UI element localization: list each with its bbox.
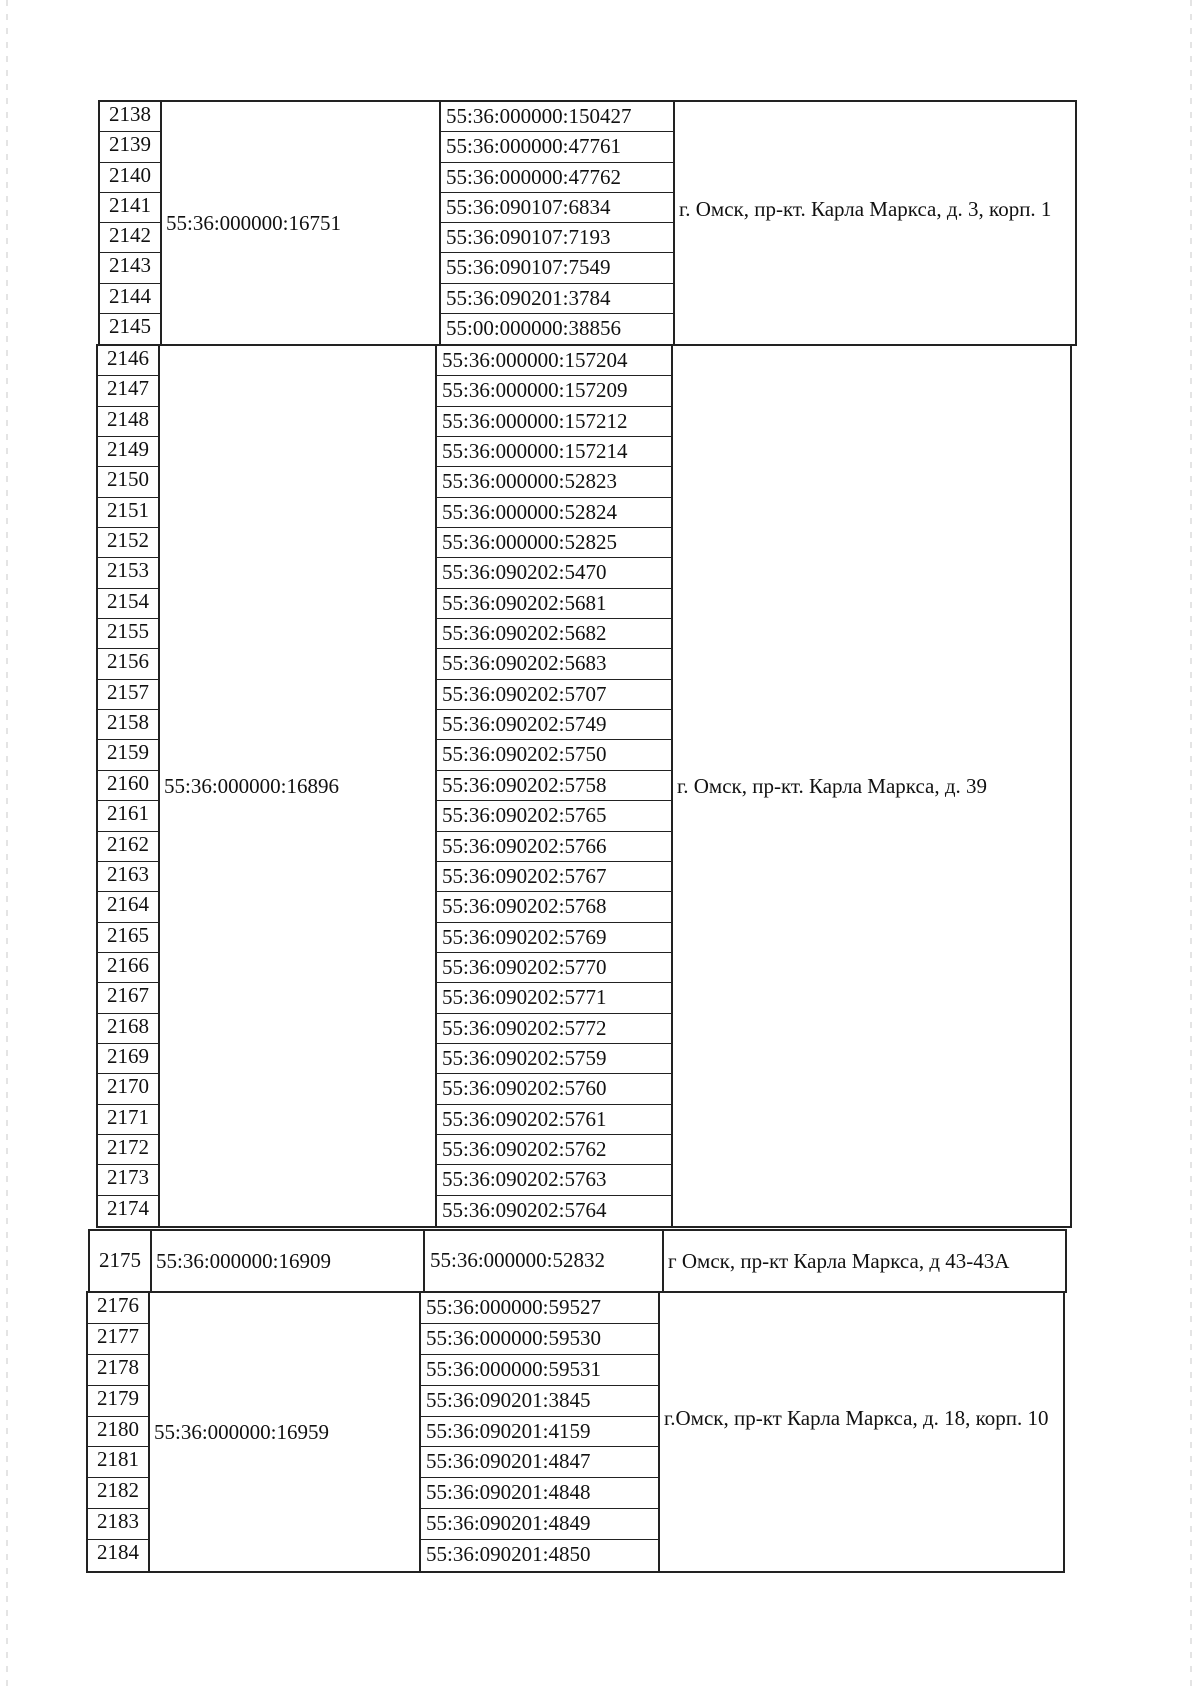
main-cadastral-number: 55:36:000000:16909 (156, 1249, 332, 1273)
related-cadastral-number: 55:36:000000:52832 (430, 1248, 606, 1272)
column-divider (158, 346, 160, 1226)
row-number: 2139 (100, 132, 160, 162)
table-group (86, 1291, 1065, 1573)
row-number: 2148 (98, 407, 158, 437)
related-cadastral-number: 55:36:000000:157204 (437, 346, 671, 376)
related-cadastral-number: 55:36:000000:47762 (441, 163, 673, 193)
column-divider (673, 102, 675, 344)
related-cadastral-number: 55:36:000000:150427 (441, 102, 673, 132)
related-cadastral-number: 55:36:090202:5762 (437, 1135, 671, 1165)
related-cadastral-number: 55:36:090107:7549 (441, 253, 673, 283)
related-cadastral-number: 55:36:000000:157214 (437, 437, 671, 467)
main-cadastral-number: 55:36:000000:16751 (166, 211, 342, 235)
related-cadastral-number: 55:36:090202:5764 (442, 1197, 607, 1222)
row-number: 2175 (99, 1248, 141, 1272)
row-number: 2168 (98, 1014, 158, 1044)
related-cadastral-number: 55:36:090201:4159 (421, 1417, 658, 1448)
row-number: 2158 (98, 710, 158, 740)
row-number: 2149 (98, 437, 158, 467)
related-cadastral-number: 55:36:090202:5771 (437, 983, 671, 1013)
row-number: 2166 (98, 953, 158, 983)
related-cadastral-number: 55:36:000000:59531 (421, 1355, 658, 1386)
row-number: 2143 (100, 253, 160, 283)
object-address: г Омск, пр-кт Карла Маркса, д 43-43А (668, 1249, 1010, 1273)
related-cadastral-number: 55:36:090202:5749 (437, 710, 671, 740)
row-number: 2167 (98, 983, 158, 1013)
related-cadastral-number: 55:36:090107:6834 (441, 193, 673, 223)
related-cadastral-number: 55:36:090202:5768 (437, 892, 671, 922)
related-cadastral-number: 55:36:000000:52825 (437, 528, 671, 558)
row-number: 2177 (88, 1324, 148, 1355)
related-cadastral-number: 55:00:000000:38856 (446, 315, 622, 340)
related-cadastral-number: 55:36:000000:47761 (441, 132, 673, 162)
row-number: 2171 (98, 1105, 158, 1135)
row-number: 2170 (98, 1074, 158, 1104)
row-number: 2138 (100, 102, 160, 132)
row-number: 2161 (98, 801, 158, 831)
related-cadastral-number: 55:36:090202:5769 (437, 923, 671, 953)
related-cadastral-number: 55:36:090202:5681 (437, 589, 671, 619)
column-divider (658, 1293, 660, 1571)
related-cadastral-number: 55:36:090202:5683 (437, 649, 671, 679)
row-number: 2156 (98, 649, 158, 679)
row-number: 2144 (100, 284, 160, 314)
table-group (88, 1229, 1067, 1293)
row-number: 2160 (98, 771, 158, 801)
related-cadastral-number: 55:36:090202:5759 (437, 1044, 671, 1074)
table-group (98, 100, 1077, 346)
row-number: 2145 (109, 313, 151, 338)
related-cadastral-number: 55:36:090107:7193 (441, 223, 673, 253)
row-number: 2150 (98, 467, 158, 497)
row-number: 2146 (98, 346, 158, 376)
object-address: г. Омск, пр-кт. Карла Маркса, д. 39 (677, 774, 988, 798)
related-cadastral-number: 55:36:090201:4850 (426, 1542, 591, 1567)
column-divider (160, 102, 162, 344)
table-group (96, 344, 1072, 1228)
related-cadastral-number: 55:36:090202:5763 (437, 1165, 671, 1195)
row-number: 2172 (98, 1135, 158, 1165)
row-number: 2162 (98, 832, 158, 862)
row-number: 2159 (98, 740, 158, 770)
row-number: 2178 (88, 1355, 148, 1386)
row-number: 2151 (98, 498, 158, 528)
related-cadastral-number: 55:36:090202:5770 (437, 953, 671, 983)
row-number: 2155 (98, 619, 158, 649)
row-number: 2180 (88, 1417, 148, 1448)
related-cadastral-number: 55:36:090201:3845 (421, 1386, 658, 1417)
row-number: 2182 (88, 1478, 148, 1509)
row-number: 2184 (97, 1540, 139, 1565)
related-cadastral-number: 55:36:000000:157212 (437, 407, 671, 437)
main-cadastral-number: 55:36:000000:16959 (154, 1420, 330, 1444)
column-divider (662, 1231, 664, 1291)
scan-edge-left (6, 0, 8, 1686)
related-cadastral-number: 55:36:090201:4848 (421, 1478, 658, 1509)
row-number: 2140 (100, 163, 160, 193)
row-number: 2142 (100, 223, 160, 253)
related-cadastral-number: 55:36:000000:59527 (421, 1293, 658, 1324)
related-cadastral-number: 55:36:090201:4847 (421, 1447, 658, 1478)
row-number: 2165 (98, 923, 158, 953)
related-cadastral-number: 55:36:090202:5707 (437, 680, 671, 710)
related-cadastral-number: 55:36:090202:5761 (437, 1105, 671, 1135)
related-cadastral-number: 55:36:090202:5470 (437, 558, 671, 588)
related-cadastral-number: 55:36:090201:3784 (441, 284, 673, 314)
related-cadastral-number: 55:36:090202:5765 (437, 801, 671, 831)
column-divider (148, 1293, 150, 1571)
related-cadastral-number: 55:36:090202:5760 (437, 1074, 671, 1104)
object-address: г.Омск, пр-кт Карла Маркса, д. 18, корп. 10 (664, 1406, 1049, 1430)
related-cadastral-number: 55:36:090202:5767 (437, 862, 671, 892)
row-number: 2154 (98, 589, 158, 619)
row-number: 2163 (98, 862, 158, 892)
row-number: 2169 (98, 1044, 158, 1074)
row-number: 2176 (88, 1293, 148, 1324)
related-cadastral-number: 55:36:090202:5772 (437, 1014, 671, 1044)
related-cadastral-number: 55:36:090201:4849 (421, 1509, 658, 1540)
related-cadastral-number: 55:36:090202:5758 (437, 771, 671, 801)
row-number: 2157 (98, 680, 158, 710)
column-divider (150, 1231, 152, 1291)
row-number: 2141 (100, 193, 160, 223)
row-number: 2181 (88, 1447, 148, 1478)
row-number: 2174 (107, 1195, 149, 1220)
scan-edge-right (1190, 0, 1192, 1686)
row-number: 2147 (98, 376, 158, 406)
main-cadastral-number: 55:36:000000:16896 (164, 774, 340, 798)
related-cadastral-number: 55:36:000000:157209 (437, 376, 671, 406)
related-cadastral-number: 55:36:000000:52824 (437, 498, 671, 528)
related-cadastral-number: 55:36:000000:52823 (437, 467, 671, 497)
row-number: 2179 (88, 1386, 148, 1417)
row-number: 2153 (98, 558, 158, 588)
related-cadastral-number: 55:36:090202:5750 (437, 740, 671, 770)
row-number: 2164 (98, 892, 158, 922)
related-cadastral-number: 55:36:000000:59530 (421, 1324, 658, 1355)
row-number: 2173 (98, 1165, 158, 1195)
column-divider (671, 346, 673, 1226)
object-address: г. Омск, пр-кт. Карла Маркса, д. 3, корп. 1 (679, 197, 1052, 221)
related-cadastral-number: 55:36:090202:5682 (437, 619, 671, 649)
related-cadastral-number: 55:36:090202:5766 (437, 832, 671, 862)
row-number: 2183 (88, 1509, 148, 1540)
row-number: 2152 (98, 528, 158, 558)
